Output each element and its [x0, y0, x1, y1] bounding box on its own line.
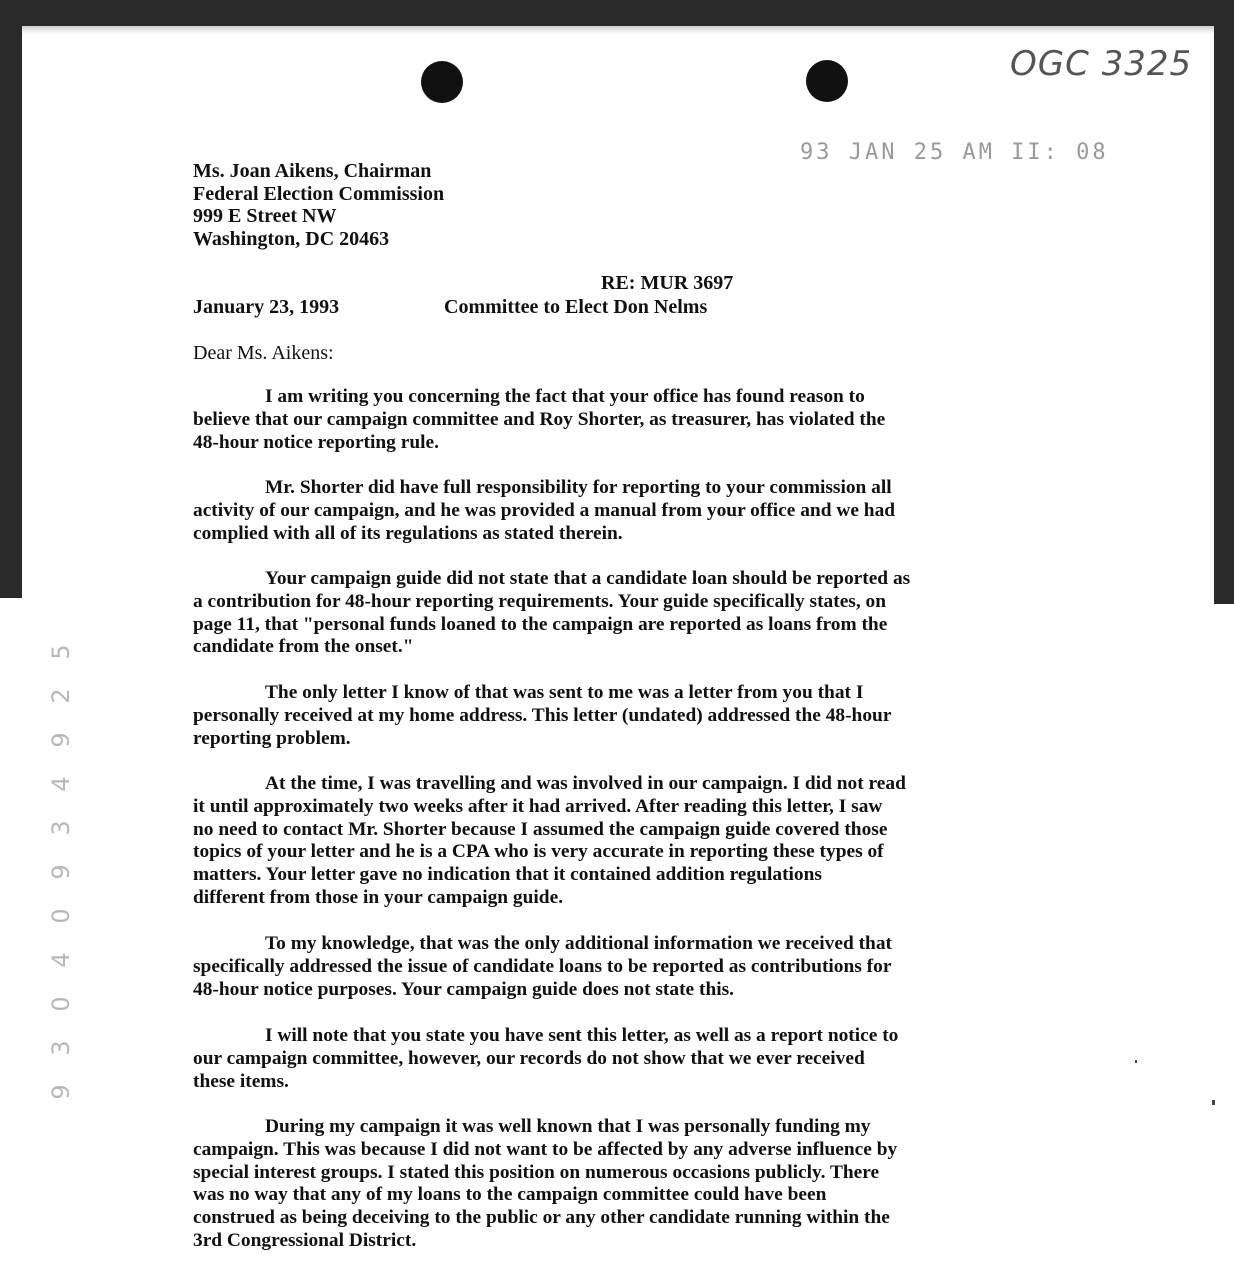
margin-digit: 0	[47, 908, 75, 924]
recipient-street: 999 E Street NW	[193, 205, 337, 227]
paragraph-line: Your campaign guide did not state that a candidate loan should be reported as	[265, 568, 911, 589]
paragraph-line: construed as being deceiving to the public or any other candidate running within the	[193, 1207, 890, 1229]
scan-edge-top	[0, 0, 1234, 26]
paragraph-line: candidate from the onset."	[193, 636, 414, 658]
paragraph-line: page 11, that "personal funds loaned to the campaign are reported as loans from the	[193, 613, 888, 635]
paragraph-line: At the time, I was travelling and was involved in our campaign. I did not read	[265, 773, 906, 794]
margin-digit: 4	[47, 776, 75, 792]
recipient-city: Washington, DC 20463	[193, 227, 390, 250]
margin-document-number	[44, 630, 78, 1114]
paragraph-line: specifically addressed the issue of candidate loans to be reported as contributions for	[193, 955, 892, 977]
paragraph-line: personally received at my home address. This letter (undated) addressed the 48-hour	[193, 704, 892, 726]
paragraph-line: I will note that you state you have sent this letter, as well as a report notice to	[265, 1025, 899, 1046]
punch-hole-left	[421, 61, 463, 103]
paragraph-line: 48-hour notice reporting rule.	[193, 431, 439, 453]
paragraph-line: 48-hour notice purposes. Your campaign guide does not state this.	[193, 978, 735, 1000]
paragraph-line: The only letter I know of that was sent to me was a letter from you that I	[265, 682, 864, 703]
margin-digit: 4	[47, 952, 75, 968]
paragraph-line: it until approximately two weeks after it had arrived. After reading this letter, I saw	[193, 795, 883, 817]
margin-digit: 9	[47, 864, 75, 880]
paragraph-line: topics of your letter and he is a CPA who is very accurate in reporting these types of	[193, 841, 884, 863]
margin-digit: 3	[47, 820, 75, 836]
paragraph-line: 3rd Congressional District.	[193, 1229, 417, 1251]
recipient-address	[193, 160, 444, 250]
scan-speck	[1135, 1060, 1137, 1063]
paragraph-line: matters. Your letter gave no indication that it contained addition regulations	[193, 864, 822, 886]
paragraph-line: different from those in your campaign guide.	[193, 886, 564, 908]
salutation: Dear Ms. Aikens:	[193, 342, 334, 364]
scan-speck	[1212, 1100, 1215, 1105]
paragraph-line: Mr. Shorter did have full responsibility for reporting to your commission all	[265, 477, 892, 498]
margin-digit: 9	[47, 1084, 75, 1100]
margin-digit: 5	[47, 644, 75, 660]
paragraph-line: reporting problem.	[193, 727, 351, 749]
paragraph-line: was no way that any of my loans to the campaign committee could have been	[193, 1184, 827, 1206]
paragraph-7	[193, 1025, 1053, 1093]
reference-mur: RE: MUR 3697	[601, 272, 734, 294]
handwritten-document-id: OGC 3325	[1010, 44, 1193, 84]
paragraph-line: special interest groups. I stated this position on numerous occasions publicly. There	[193, 1161, 880, 1183]
paragraph-4	[193, 682, 1053, 750]
punch-hole-right	[806, 60, 848, 102]
paragraph-8	[193, 1116, 1053, 1253]
paragraph-2	[193, 477, 1053, 545]
paragraph-line: To my knowledge, that was the only additional information we received that	[265, 933, 892, 954]
paragraph-line: a contribution for 48-hour reporting requirements. Your guide specifically states, on	[193, 590, 887, 612]
scan-edge-right	[1214, 0, 1234, 604]
margin-digit: 2	[47, 688, 75, 704]
paragraph-line: I am writing you concerning the fact that your office has found reason to	[265, 386, 865, 407]
letter-date: January 23, 1993	[193, 296, 340, 318]
paragraph-3	[193, 568, 1053, 659]
scan-edge-left	[0, 0, 22, 598]
paragraph-line: no need to contact Mr. Shorter because I assumed the campaign guide covered those	[193, 818, 888, 840]
recipient-organization: Federal Election Commission	[193, 182, 445, 205]
received-date-stamp: 93 JAN 25 AM II: 08	[800, 140, 1109, 165]
paragraph-1	[193, 386, 1053, 454]
paper-shadow	[22, 26, 1214, 34]
paragraph-line: believe that our campaign committee and Roy Shorter, as treasurer, has violated the	[193, 408, 886, 430]
paragraph-line: activity of our campaign, and he was provided a manual from your office and we had	[193, 499, 896, 521]
paragraph-line: complied with all of its regulations as stated therein.	[193, 522, 623, 544]
paragraph-line: campaign. This was because I did not want to be affected by any adverse influence by	[193, 1138, 898, 1160]
paragraph-5	[193, 773, 1053, 910]
margin-digit: 9	[47, 732, 75, 748]
margin-digit: 3	[47, 1040, 75, 1056]
paragraph-line: During my campaign it was well known that I was personally funding my	[265, 1116, 871, 1137]
recipient-name: Ms. Joan Aikens, Chairman	[193, 160, 432, 182]
paragraph-line: these items.	[193, 1070, 289, 1092]
reference-committee: Committee to Elect Don Nelms	[444, 296, 708, 318]
paragraph-6	[193, 933, 1053, 1001]
margin-digit: 0	[47, 996, 75, 1012]
paragraph-line: our campaign committee, however, our records do not show that we ever received	[193, 1047, 865, 1069]
